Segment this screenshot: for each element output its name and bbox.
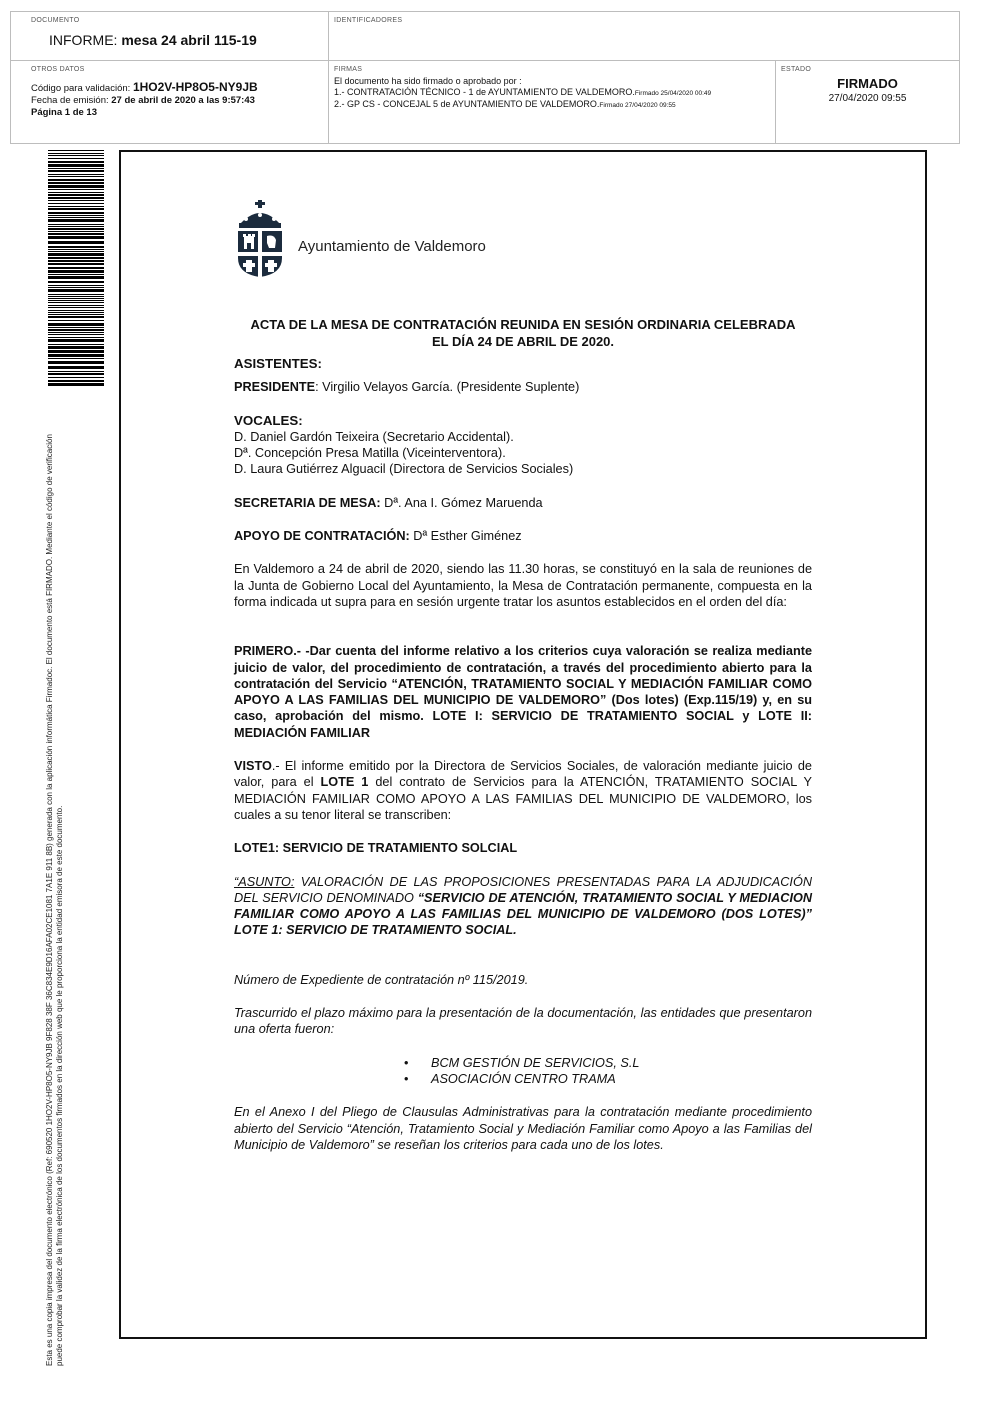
side-line-1: Esta es una copia impresa del documento electrónico (Ref: 690520 1HO2V-HP8O5-NY9JB 9F828 38F 36C834E9D16AFA02CE1081 7A1E 911 8B) generada con la aplicación informática Firmadoc. El documento está FIRMADO. Mediante el código de verificación xyxy=(45,434,54,1366)
estado-cell xyxy=(776,61,959,143)
presidente-value: : Virgilio Velayos García. (Presidente Suplente) xyxy=(315,380,580,395)
codigo-line xyxy=(31,81,258,95)
codigo-label: Código para validación: xyxy=(31,83,131,94)
documento-prefix: INFORME: xyxy=(49,32,118,48)
otros-datos-cell xyxy=(11,61,329,143)
vocal-2: Dª. Concepción Presa Matilla (Viceinterventora). xyxy=(234,446,506,461)
presidente-line xyxy=(234,379,812,395)
firma-1 xyxy=(334,87,711,99)
visto-text-a: .- El informe emitido por la Directora de Servicios Sociales, de valoración mediante juicio de valor, para el xyxy=(234,759,812,790)
secretaria-label: SECRETARIA DE MESA: xyxy=(234,495,381,510)
asunto-text-b: “SERVICIO DE ATENCIÓN, TRATAMIENTO SOCIAL Y MEDIACION FAMILIAR COMO APOYO A LAS FAMILIAS DEL MUNICIPIO DE VALDEMORO (DOS LOTES)” LOTE 1: SERVICIO DE TRATAMIENTO SOCIAL. xyxy=(234,890,812,938)
visto-lote: LOTE 1 xyxy=(320,775,369,790)
firma-2-text: 2.- GP CS - CONCEJAL 5 de AYUNTAMIENTO DE VALDEMORO. xyxy=(334,99,600,109)
doc-title-line-2: EL DÍA 24 DE ABRIL DE 2020. xyxy=(431,334,615,349)
documento-caption: DOCUMENTO xyxy=(31,17,80,24)
barcode-icon xyxy=(48,150,104,386)
firmas-lines xyxy=(334,76,711,111)
apoyo-label: APOYO DE CONTRATACIÓN: xyxy=(234,529,410,544)
vocal-1: D. Daniel Gardón Teixeira (Secretario Accidental). xyxy=(234,429,514,444)
asunto-paragraph xyxy=(234,874,812,939)
firma-1-date: Firmado 25/04/2020 00:49 xyxy=(634,90,712,97)
expediente-line: Número de Expediente de contratación nº 115/2019. xyxy=(234,972,529,987)
pagina-label: Página 1 de 13 xyxy=(31,107,98,118)
presidente-label: PRESIDENTE xyxy=(234,380,316,395)
fecha-line xyxy=(31,95,258,107)
identificadores-cell xyxy=(329,12,959,60)
firma-1-text: 1.- CONTRATACIÓN TÉCNICO - 1 de AYUNTAMIENTO DE VALDEMORO. xyxy=(334,87,635,97)
secretaria-value: Dª. Ana I. Gómez Maruenda xyxy=(380,495,543,510)
vocal-3: D. Laura Gutiérrez Alguacil (Directora de Servicios Sociales) xyxy=(234,462,574,477)
firmas-intro: El documento ha sido firmado o aprobado por : xyxy=(334,76,522,86)
document-body xyxy=(234,316,812,1153)
apoyo-line xyxy=(234,528,812,544)
otros-datos-lines xyxy=(31,81,258,119)
side-line-2: puede comprobar la validez de la firma electrónica de los documentos firmados en la dirección web que le proporciona la entidad emisora de este documento. xyxy=(55,805,64,1366)
trascurrido-paragraph: Trascurrido el plazo máximo para la presentación de la documentación, las entidades que presentaron una oferta fueron: xyxy=(234,1006,812,1037)
estado-date: 27/04/2020 09:55 xyxy=(828,93,907,104)
documento-title xyxy=(49,32,257,48)
estado-value: FIRMADO xyxy=(837,76,898,91)
estado-caption: ESTADO xyxy=(781,66,812,73)
visto-paragraph xyxy=(234,758,812,823)
asistentes-heading: ASISTENTES: xyxy=(234,356,322,371)
vocales-heading: VOCALES: xyxy=(234,412,303,428)
documento-cell xyxy=(11,12,329,60)
firmas-cell xyxy=(329,61,776,143)
codigo-value[interactable]: 1HO2V-HP8O5-NY9JB xyxy=(132,80,258,94)
header-row-top xyxy=(11,12,959,61)
coat-of-arms-icon xyxy=(234,198,286,278)
asunto-text-a: VALORACIÓN DE LAS PROPOSICIONES PRESENTADAS PARA LA ADJUDICACIÓN DEL SERVICIO DENOMINADO xyxy=(234,874,812,905)
ayuntamiento-name: Ayuntamiento de Valdemoro xyxy=(298,238,486,255)
doc-title-line-1: ACTA DE LA MESA DE CONTRATACIÓN REUNIDA EN SESIÓN ORDINARIA CELEBRADA xyxy=(250,317,796,332)
list-item: • ASOCIACIÓN CENTRO TRAMA xyxy=(404,1071,812,1087)
firma-2-date: Firmado 27/04/2020 09:55 xyxy=(599,102,676,109)
firmas-caption: FIRMAS xyxy=(334,66,363,73)
list-item: • BCM GESTIÓN DE SERVICIOS, S.L xyxy=(404,1055,812,1071)
firma-2 xyxy=(334,99,711,111)
asunto-label: “ASUNTO: xyxy=(234,874,295,889)
fecha-value: 27 de abril de 2020 a las 9:57:43 xyxy=(111,95,255,106)
header-row-bottom xyxy=(11,61,959,143)
primero-paragraph: PRIMERO.- -Dar cuenta del informe relativo a los criterios cuya valoración se realiza mediante juicio de valor, del procedimiento de contratación, a través del procedimiento abierto para la contratación del Servicio “ATENCIÓN, TRATAMIENTO SOCIAL Y MEDIACIÓN FAMILIAR COMO APOYO A LAS FAMILIAS DEL MUNICIPIO DE VALDEMORO” (Dos lotes) (Exp.115/19) y, en su caso, aprobación del mismo. LOTE I: SERVICIO DE TRATAMIENTO SOCIAL y LOTE II: MEDIACIÓN FAMILIAR xyxy=(234,644,812,740)
visto-text-b: del contrato de Servicios para la ATENCIÓN, TRATAMIENTO SOCIAL Y MEDIACIÓN FAMILIAR COMO APOYO A LAS FAMILIAS DEL MUNICIPIO DE VALDEMORO, los cuales a su tenor literal se transcriben: xyxy=(234,775,812,822)
documento-value: mesa 24 abril 115-19 xyxy=(121,32,257,48)
fecha-label: Fecha de emisión: xyxy=(31,95,109,106)
identificadores-caption: IDENTIFICADORES xyxy=(334,17,403,24)
document-header xyxy=(10,11,960,144)
otros-caption: OTROS DATOS xyxy=(31,66,85,73)
intro-paragraph: En Valdemoro a 24 de abril de 2020, siendo las 11.30 horas, se constituyó en la sala de reuniones de la Junta de Gobierno Local del Ayuntamiento, la Mesa de Contratación permanente, compuesta en la forma indicada ut supra para en sesión urgente tratar los asuntos establecidos en el orden del día: xyxy=(234,562,812,609)
apoyo-value: Dª Esther Giménez xyxy=(409,529,522,544)
lote1-heading: LOTE1: SERVICIO DE TRATAMIENTO SOLCIAL xyxy=(234,841,518,856)
secretaria-line xyxy=(234,495,812,511)
verification-side-text xyxy=(45,391,65,1366)
visto-label: VISTO xyxy=(234,759,272,774)
entidades-list xyxy=(234,1055,812,1088)
anexo-paragraph: En el Anexo I del Pliego de Clausulas Administrativas para la contratación mediante procedimiento abierto del Servicio “Atención, Tratamiento Social y Mediación Familiar como Apoyo a las Familias del Municipio de Valdemoro” se reseñan los criterios para cada uno de los lotes. xyxy=(234,1105,812,1152)
